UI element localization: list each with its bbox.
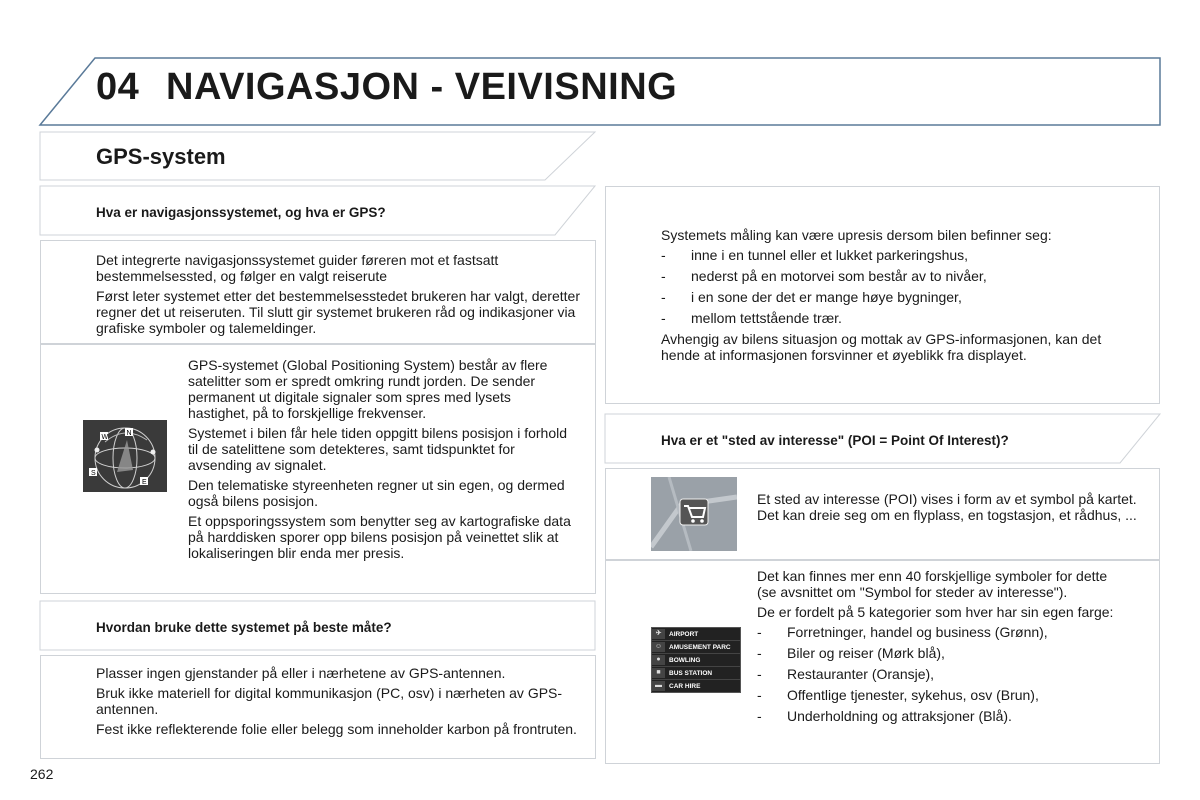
- airplane-icon: ✈: [652, 629, 665, 639]
- list-item: [652, 680, 740, 692]
- chapter-number: 04: [96, 66, 140, 108]
- intro-paragraph-1: Det integrerte navigasjonssystemet guider føreren mot et fastsatt bestemmelsessted, og følger en valgt reiserute: [96, 252, 499, 284]
- list-item: [652, 654, 740, 667]
- intro-text: [96, 252, 582, 340]
- tip-2: Bruk ikke materiell for digital kommunikasjon (PC, osv) i nærheten av GPS-antennen.: [96, 685, 563, 717]
- chapter-title: NAVIGASJON - VEIVISNING: [166, 66, 678, 108]
- poi-category-list: [651, 627, 741, 693]
- poi-label-car: CAR HIRE: [669, 682, 701, 690]
- accuracy-outro: Avhengig av bilens situasjon og mottak av GPS-informasjonen, kan det hende at informasjonen forsvinner et øyeblikk fra displayet.: [661, 331, 1102, 363]
- poi-label-bowling: BOWLING: [669, 656, 701, 664]
- gps-paragraph-4: Et oppsporingssystem som benytter seg av kartografiske data på harddisken sporer opp bilens posisjon på veinettet slik at lokaliseringen blir enda mer presis.: [188, 513, 571, 561]
- question-frame-1: [0, 0, 600, 240]
- list-item: - Underholdning og attraksjoner (Blå).: [757, 708, 1127, 724]
- list-item: - inne i en tunnel eller et lukket parkeringshus,: [661, 247, 1141, 263]
- accuracy-intro: Systemets måling kan være upresis dersom bilen befinner seg:: [661, 227, 1052, 243]
- list-item: - Forretninger, handel og business (Grønn),: [757, 624, 1127, 640]
- poi-text: Et sted av interesse (POI) vises i form av et symbol på kartet. Det kan dreie seg om en flyplass, en togstasjon, et rådhus, ...: [757, 491, 1137, 523]
- accuracy-text: [661, 227, 1141, 367]
- gps-paragraph-2: Systemet i bilen får hele tiden oppgitt bilens posisjon i forhold til de satelittene som detekteres, samt tidspunktet for avsending av signalet.: [188, 425, 567, 473]
- globe-satellites-icon: [83, 420, 167, 492]
- bowling-icon: ●: [652, 655, 665, 665]
- question-1: Hva er navigasjonssystemet, og hva er GPS?: [96, 205, 386, 220]
- shopping-cart-poi-icon: [651, 477, 737, 551]
- car-icon: ▬: [652, 681, 665, 691]
- globe-label-e: E: [142, 479, 147, 486]
- list-item: - nederst på en motorvei som består av to nivåer,: [661, 268, 1141, 284]
- poi-label-amusement: AMUSEMENT PARC: [669, 643, 731, 651]
- list-item: [652, 641, 740, 654]
- question-2: Hvordan bruke dette systemet på beste måte?: [96, 620, 392, 635]
- gps-text: [188, 357, 574, 565]
- gps-paragraph-1: GPS-systemet (Global Positioning System) består av flere satelitter som er spredt omkring rundt jorden. De sender permanent ut digitale signaler som spres med lysets hastighet, på to forskjellige frekvenser.: [188, 357, 548, 421]
- accuracy-list: [661, 247, 1141, 326]
- amusement-icon: ☺: [652, 642, 665, 652]
- list-item: - mellom tettstående trær.: [661, 310, 1141, 326]
- categories-list: [757, 624, 1127, 724]
- categories-intro: De er fordelt på 5 kategorier som hver har sin egen farge:: [757, 604, 1114, 620]
- gps-paragraph-3: Den telematiske styreenheten regner ut sin egen, og dermed også bilens posisjon.: [188, 477, 565, 509]
- globe-label-w: W: [101, 434, 109, 441]
- globe-label-s: S: [91, 470, 96, 477]
- globe-label-n: N: [126, 430, 132, 437]
- list-item: [652, 667, 740, 680]
- bus-icon: ■: [652, 668, 665, 678]
- tip-3: Fest ikke reflekterende folie eller belegg som inneholder karbon på frontruten.: [96, 721, 577, 737]
- list-item: [652, 628, 740, 641]
- tips-text: [96, 665, 582, 741]
- section-title: GPS-system: [96, 144, 226, 169]
- intro-paragraph-2: Først leter systemet etter det bestemmelsesstedet brukeren har valgt, deretter regner det ut reiseruten. Til slutt gir systemet brukeren råd og indikasjoner via grafiske symboler og talemeldinger.: [96, 288, 580, 336]
- list-item: - Offentlige tjenester, sykehus, osv (Brun),: [757, 687, 1127, 703]
- list-item: - Restauranter (Oransje),: [757, 666, 1127, 682]
- page-number: 262: [30, 766, 54, 782]
- poi-label-airport: AIRPORT: [669, 630, 699, 638]
- poi-label-bus: BUS STATION: [669, 669, 713, 677]
- list-item: - Biler og reiser (Mørk blå),: [757, 645, 1127, 661]
- question-3: Hva er et "sted av interesse" (POI = Point Of Interest)?: [661, 433, 1009, 448]
- symbols-text: [757, 568, 1127, 729]
- list-item: - i en sone der det er mange høye bygninger,: [661, 289, 1141, 305]
- tip-1: Plasser ingen gjenstander på eller i nærhetene av GPS-antennen.: [96, 665, 506, 681]
- symbols-paragraph: Det kan finnes mer enn 40 forskjellige symboler for dette (se avsnittet om "Symbol for steder av interesse").: [757, 568, 1108, 600]
